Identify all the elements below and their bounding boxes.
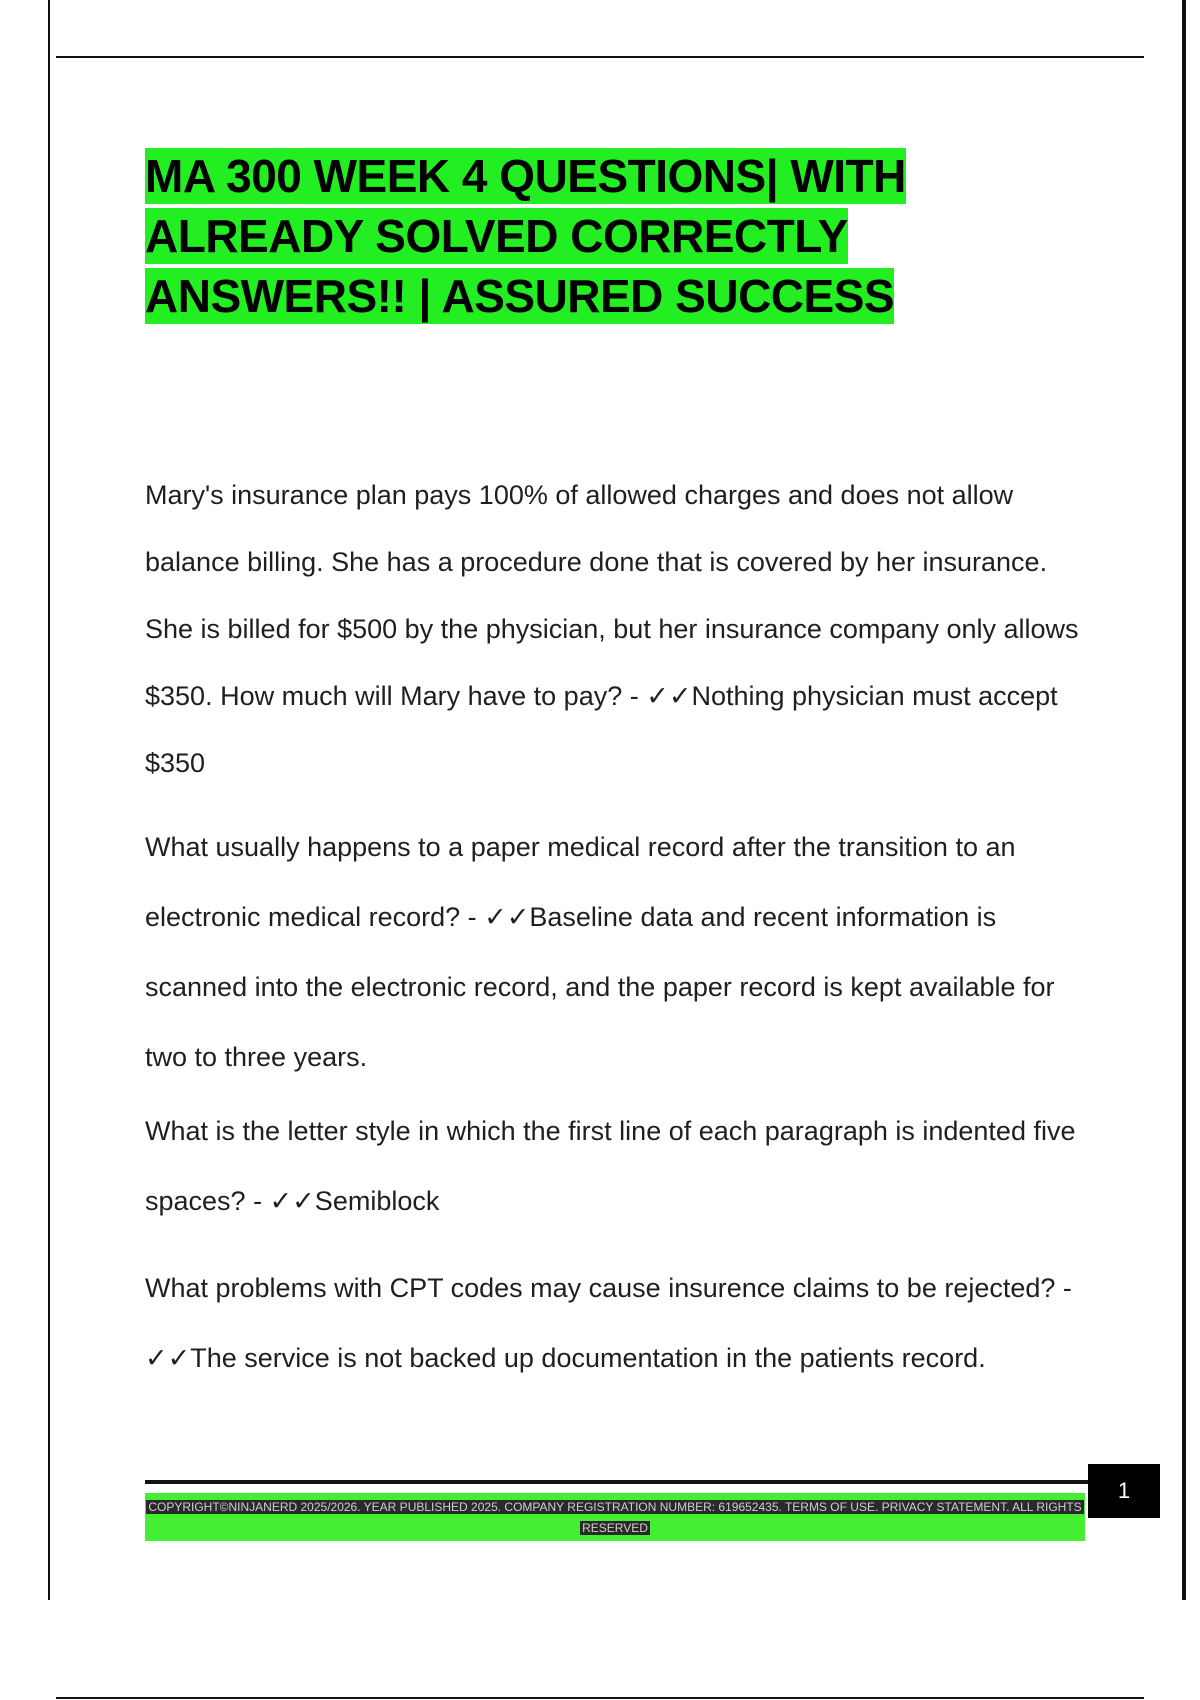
page-title [145, 146, 1045, 326]
qa-item-letter-style: What is the letter style in which the first line of each paragraph is indented five spaces? - ✓✓Semiblock [145, 1116, 1076, 1216]
qa-item-cpt-codes: What problems with CPT codes may cause insurence claims to be rejected? - ✓✓The service is not backed up documentation in the patients record. [145, 1273, 1072, 1373]
footer-rule [145, 1480, 1090, 1484]
page-border-left [48, 0, 50, 1600]
title-highlight: MA 300 WEEK 4 QUESTIONS| WITH ALREADY SOLVED CORRECTLY ANSWERS!! | ASSURED SUCCESS [145, 150, 906, 322]
header-rule [56, 56, 1144, 58]
page-number: 1 [1088, 1464, 1160, 1518]
qa-item-paper-record: What usually happens to a paper medical record after the transition to an electronic medical record? - ✓✓Baseline data and recent information is scanned into the electronic record, and the paper record is kept available for two to three years. [145, 832, 1055, 1072]
footer-copyright-text: COPYRIGHT©NINJANERD 2025/2026. YEAR PUBLISHED 2025. COMPANY REGISTRATION NUMBER: 619652435. TERMS OF USE. PRIVACY STATEMENT. ALL RIGHTS RESERVED [148, 1500, 1082, 1535]
qa-item-insurance-payment: Mary's insurance plan pays 100% of allowed charges and does not allow balance billing. She has a procedure done that is covered by her insurance. She is billed for $500 by the physician, but her insurance company only allows $350. How much will Mary have to pay? - ✓✓Nothing physician must accept $350 [145, 480, 1079, 778]
footer-copyright-band [145, 1493, 1085, 1541]
next-page-rule [56, 1697, 1144, 1699]
page-border-right [1182, 0, 1186, 1600]
